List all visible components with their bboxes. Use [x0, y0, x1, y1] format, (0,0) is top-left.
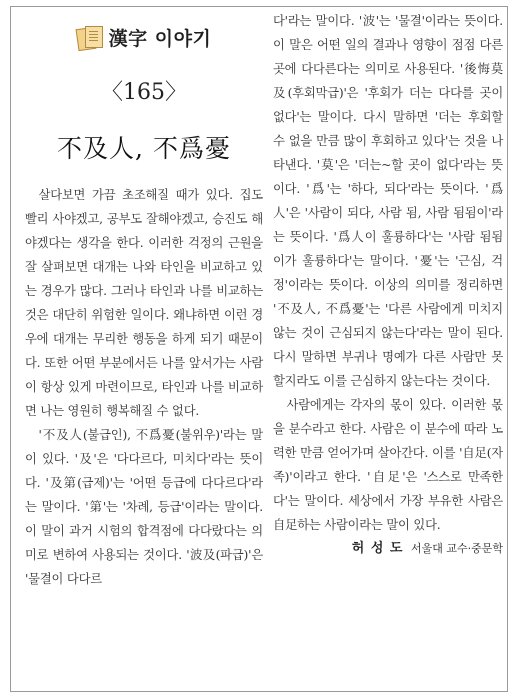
article-page: [10, 6, 508, 692]
body-paragraph: 사람에게는 각자의 몫이 있다. 이러한 몫을 분수라고 한다. 사람은 이 분수에 따라 노력한 만큼 얻어가며 살아간다. 이를 '自足(자족)'이라고 한다. '自足'은 '스스로 만족한다'는 말이다. 세상에서 가장 부유한 사람은 自足하는 사람이라는 말이 있다.: [273, 398, 503, 532]
body-paragraph: 살다보면 가끔 초조해질 때가 있다. 집도 빨리 사야겠고, 공부도 잘해야겠고, 승진도 해야겠다는 생각을 한다. 이러한 걱정의 근원을 잘 살펴보면 대개는 나와 타인을 비교하고 있는 경우가 많다. 그러나 타인과 나를 비교하는 것은 대단히 위험한 일이다. 왜냐하면 이런 경우에 대개는 무리한 행동을 하게 되기 때문이다. 또한 어떤 부분에서든 나를 앞서가는 사람이 항상 있게 마련이므로, 타인과 나를 비교하면 나는 영원히 행복해질 수 없다.: [25, 188, 263, 418]
author-name: 허 성 도: [351, 541, 404, 556]
author-affiliation: 서울대 교수·중문학: [410, 542, 503, 555]
body-paragraph: '不及人(불급인), 不爲憂(불위우)'라는 말이 있다. '及'은 '다다르다, 미치다'라는 뜻이다. '及第(급제)'는 '어떤 등급에 다다르다'라는 말이다. '第'는 '차례, 등급'이라는 말이다. 이 말이 과거 시험의 합격점에 다다랐다는 의미로 변하여 사용되는 것이다. '波及(파급)'은 '물결이 다다르: [25, 428, 263, 586]
body-paragraph: 다'라는 말이다. '波'는 '물결'이라는 뜻이다. 이 말은 어떤 일의 결과나 영향이 점점 다른 곳에 다다른다는 의미로 사용된다. '後悔莫及(후회막급)'은 '후회가 더는 다다를 곳이 없다'는 말이다. 다시 말하면 '더는 후회할 수 없을 만큼 많이 후회하고 있다'는 것을 나타낸다. '莫'은 '더는~할 곳이 없다'라는 뜻이다. '爲'는 '하다, 되다'라는 뜻이다. '爲人'은 '사람이 되다, 사람 됨, 사람 됨됨이'라는 뜻이다. '爲人이 훌륭하다'는 '사람 됨됨이가 훌륭하다'는 말이다. '憂'는 '근심, 걱정'이라는 뜻이다. 이상의 의미를 정리하면 '不及人, 不爲憂'는 '다른 사람에게 미치지 않는 것이 근심되지 않는다'라는 말이 된다. 다시 말하면 부귀나 명예가 다른 사람만 못할지라도 이를 근심하지 않는다는 것이다.: [273, 14, 503, 388]
right-column: [273, 9, 503, 559]
byline: [273, 539, 503, 559]
left-column: [25, 15, 263, 591]
column-header: [25, 15, 263, 59]
books-icon: [77, 25, 103, 49]
article-headline: 不及人, 不爲憂: [57, 134, 231, 163]
column-title: 漢字 이야기: [108, 27, 212, 50]
series-number: 〈165〉: [101, 80, 187, 105]
